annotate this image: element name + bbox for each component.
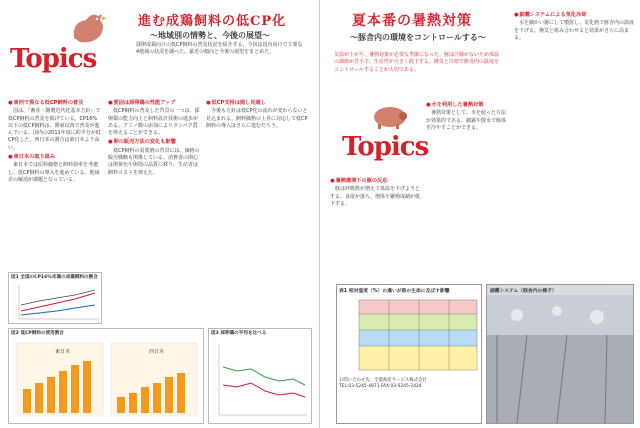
section-body: 低CP飼料の需要増の背景には、価格の販売戦略も関係している。消費者の関心は卵黄色や卵殻の品質に移り、生産者は飼料コストを抑えた。 [108, 147, 200, 176]
contact-note: お問い合わせ先：全農畜産サービス株式会社 TEL:03-5245-4871 FAX:03-5245-2424 [339, 378, 427, 389]
section-body: 豚は呼吸数が増えて体温を下げようとする。食欲が落ち、増体や繁殖成績が低下する。 [330, 186, 421, 207]
chart-title: 図2 低CP飼料の使用割合 [11, 331, 64, 336]
chart-label-east: 東日本 [55, 349, 71, 355]
section-heading: ● 東日本の取り組み [8, 154, 102, 161]
topics-logo: Topics [10, 44, 97, 74]
section-body: 国は、『畜産・酪農近代化基本方針』で低CP飼料の普及を掲げている。CP16%以下の低CP飼料は、関東以西で普及が進んでいる。国内の2011年度に約半分が低CP化した。西日本の割合は東日本より高い。 [8, 108, 101, 151]
chart-title: 図1 全国のCP16%未満の成鶏飼料の割合 [11, 275, 98, 280]
page-title: 進む成鶏飼料の低CP化 [138, 14, 287, 29]
chart-low-cp-usage [8, 328, 204, 424]
section-heading: ● 要因は採卵鶏の性能アップ [108, 100, 200, 107]
section-heading: ● 卵の販売方法の変化も影響 [108, 139, 200, 146]
right-page [320, 0, 640, 428]
humidity-table [336, 284, 482, 424]
section-heading: ● 暑熱環境下の豚の反応 [330, 178, 422, 185]
section-performance [108, 98, 200, 328]
mist-photo [486, 284, 634, 424]
section-water-cooling [426, 100, 510, 280]
photo-title: 細霧システム（豚舎内の様子） [490, 289, 557, 294]
page-subtitle: 〜地域別の情勢と、今後の展望〜 [150, 30, 270, 40]
chart-title: 図3 採卵鶏の平均を比べる [211, 331, 267, 336]
section-body: 東日本では原料価格と飼料効率を考慮し、低CP飼料の導入を進めている。地域差の解消が課題となっている。 [8, 162, 100, 183]
chart-cp-ratio [8, 272, 102, 324]
chart-label-west: 西日本 [149, 349, 165, 355]
section-heading: ● 細霧システムによる気化冷却 [514, 12, 634, 19]
chart-hen-average [208, 328, 312, 424]
section-heading: ● 水を利用した暑熱対策 [426, 102, 510, 109]
barn-photo-illustration [487, 285, 633, 423]
lead-text: 気温が上がり、暑熱対策が必要な季節になった。豚は汗腺がないため体温の調節が苦手で、生産性が大きく低下する。換気と冷却で豚舎内の温度をコントロールすることが大切である。 [334, 52, 500, 73]
section-body: 今後も方針は低CP化の流れが変わらないと見込まれる。飼料価格の上昇に対応して低CP飼料の導入はさらに進むだろう。 [206, 108, 308, 129]
humidity-grid [339, 294, 479, 374]
page-subtitle: 〜豚舎内の環境をコントロールする〜 [350, 32, 486, 42]
section-mist-system [514, 10, 634, 280]
section-body: 水を細かい霧にして噴射し、気化熱で豚舎内の温度を下げる。換気と組み合わせると効果がさらに高まる。 [514, 20, 634, 41]
topics-logo: Topics [342, 132, 429, 162]
section-outlook [206, 98, 310, 328]
lead-text: 採卵成鶏向けの低CP飼料の普及状況を紹介する。今回は国内向けで主要な4地域の状況を調べた。最近の傾向と今後の展望をまとめた。 [136, 42, 303, 56]
table-title: 表1 相対湿度（%）の違いが豚の生体に及ぼす影響 [339, 289, 450, 294]
section-east-west [8, 98, 102, 268]
pig-icon [370, 102, 410, 134]
section-heading: ● 低CP支持は揺し見通し [206, 100, 310, 107]
section-heading: ● 東西で異なる低CP飼料の普及 [8, 100, 102, 107]
section-body: 暑熱対策として、水を使った方法が効果的である。細霧や散水で豚体を冷やすことができる。 [426, 110, 507, 131]
page-title: 夏本番の暑熱対策 [352, 13, 472, 29]
section-body: 低CP飼料の普及した背景の一つは、採卵鶏の能力向上と飼料設計技術の進歩がある。アミノ酸の添加によりタンパク質を抑えることができる。 [108, 108, 200, 137]
section-heat-response [330, 176, 422, 280]
